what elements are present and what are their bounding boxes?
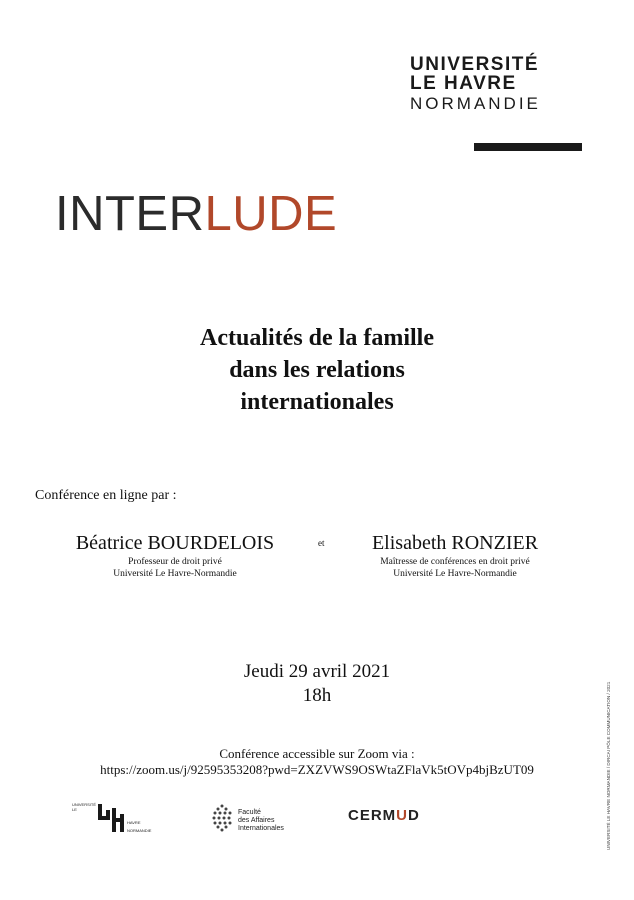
access-label: Conférence accessible sur Zoom via :	[219, 746, 415, 761]
side-credit-text: UNIVERSITÉ LE HAVRE NORMANDIE / DIRCAI PÔLE COMMUNICATION / 2021	[606, 681, 611, 850]
conference-title	[0, 322, 634, 418]
cermud-part2: U	[396, 807, 409, 824]
intro-text: Conférence en ligne par :	[35, 488, 177, 503]
university-logo	[410, 55, 540, 112]
speaker-name: Béatrice BOURDELOIS	[75, 532, 275, 554]
uh-logo-line1: UNIVERSITÉ	[72, 802, 97, 807]
speaker-affiliation: Université Le Havre-Normandie	[393, 569, 517, 579]
event-datetime	[0, 660, 634, 708]
zoom-access	[0, 746, 634, 778]
speaker-name: Elisabeth RONZIER	[371, 532, 539, 554]
uh-logo-icon	[72, 800, 157, 836]
conjunction: et	[318, 538, 325, 548]
cermud-part1: CERM	[348, 807, 397, 824]
fai-logo	[210, 800, 300, 836]
fai-logo-line2: des Affaires	[238, 817, 275, 824]
university-logo-line3: NORMANDIE	[410, 94, 541, 113]
speaker-role: Professeur de droit privé	[128, 557, 222, 567]
logo-divider-bar	[474, 143, 582, 151]
title-line3: internationales	[240, 389, 394, 415]
event-date: Jeudi 29 avril 2021	[243, 661, 391, 682]
uh-logo-line2: LE	[72, 807, 77, 812]
event-time: 18h	[302, 685, 332, 706]
uh-logo-line3: HAVRE	[127, 820, 141, 825]
university-logo-line2: LE HAVRE	[410, 73, 517, 94]
interlude-brand	[55, 187, 338, 241]
cermud-logo	[348, 807, 420, 824]
speaker-2	[330, 530, 580, 580]
cermud-part3: D	[408, 807, 420, 824]
fai-logo-line3: Internationales	[238, 825, 284, 832]
university-logo-line1: UNIVERSITÉ	[410, 54, 540, 75]
globe-icon	[210, 800, 300, 836]
title-line2: dans les relations	[229, 357, 405, 383]
title-line1: Actualités de la famille	[200, 325, 434, 351]
side-credit	[598, 660, 610, 850]
speaker-affiliation: Université Le Havre-Normandie	[113, 569, 237, 579]
fai-logo-line1: Faculté	[238, 809, 261, 816]
university-footer-logo	[72, 800, 157, 836]
uh-logo-line4: NORMANDIE	[127, 828, 152, 833]
brand-part2: LUDE	[204, 187, 338, 241]
brand-part1: INTER	[55, 187, 205, 241]
speaker-1	[50, 530, 300, 580]
zoom-link[interactable]: https://zoom.us/j/92595353208?pwd=ZXZVWS9OSWtaZFlaVk5tOVp4bjBzUT09	[100, 762, 534, 777]
speaker-role: Maîtresse de conférences en droit privé	[380, 557, 530, 567]
